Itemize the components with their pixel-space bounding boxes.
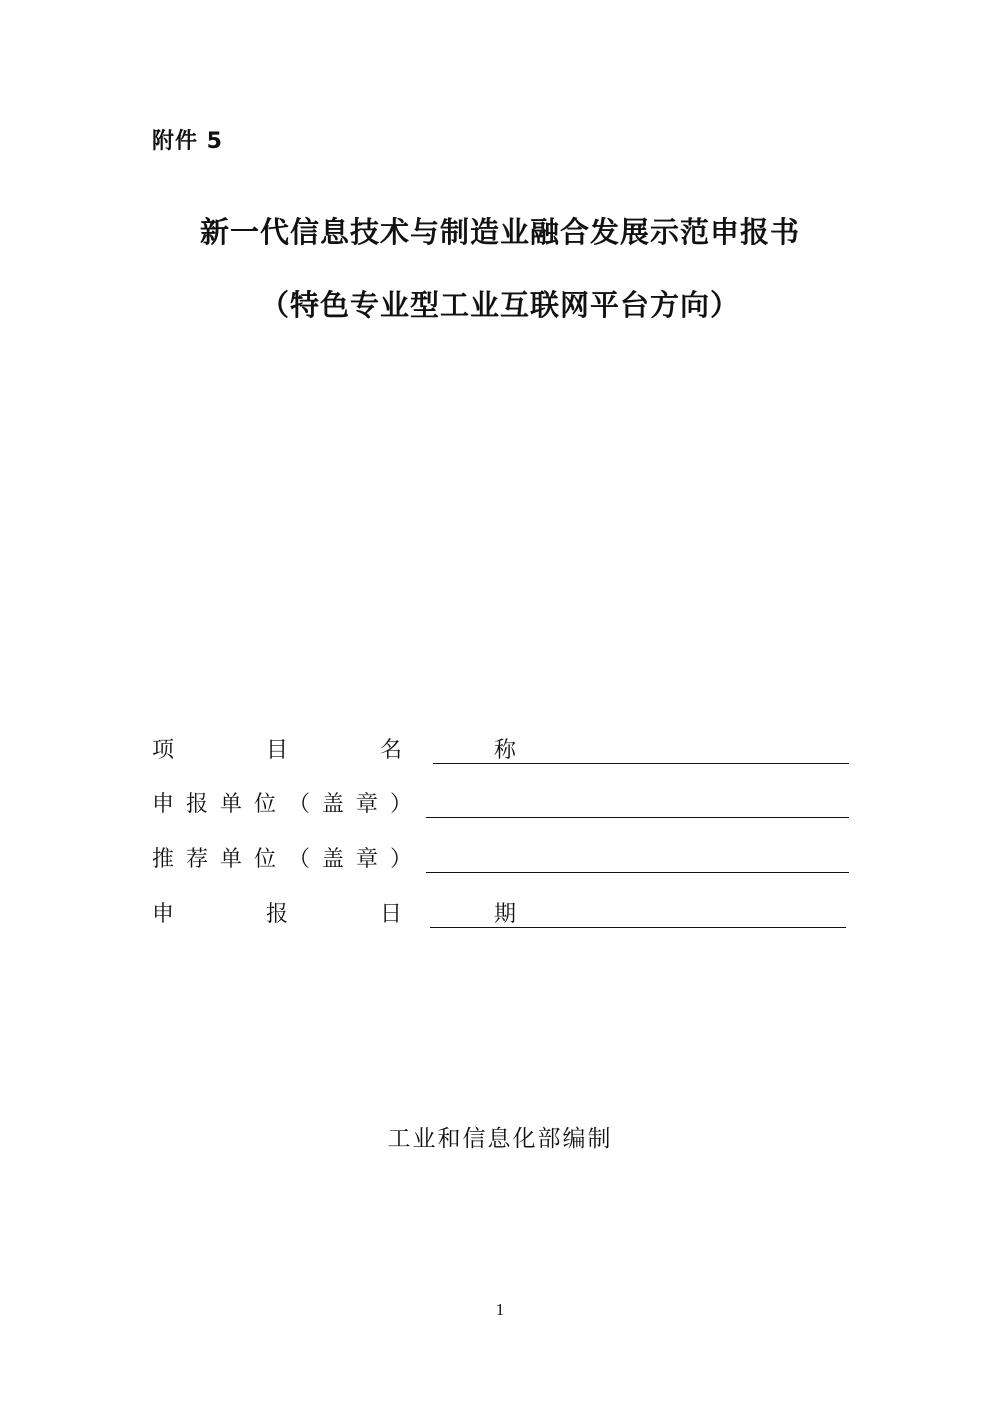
application-date-field bbox=[152, 900, 852, 940]
recommending-unit-field bbox=[152, 845, 852, 885]
applicant-unit-field bbox=[152, 790, 852, 830]
editor-label: 工业和信息化部编制 bbox=[387, 1126, 613, 1152]
application-date-line[interactable] bbox=[430, 927, 846, 928]
recommending-unit-label: 推荐单位（盖章） bbox=[152, 847, 425, 872]
document-title: 新一代信息技术与制造业融合发展示范申报书 bbox=[199, 215, 800, 249]
page-number: 1 bbox=[495, 1300, 505, 1319]
project-name-label: 项 目 名 称 bbox=[152, 738, 542, 763]
recommending-unit-line[interactable] bbox=[426, 872, 849, 873]
project-name-field bbox=[152, 736, 852, 776]
applicant-unit-label: 申报单位（盖章） bbox=[152, 792, 425, 817]
project-name-line[interactable] bbox=[433, 763, 849, 764]
application-date-label: 申 报 日 期 bbox=[152, 902, 542, 927]
applicant-unit-line[interactable] bbox=[426, 817, 849, 818]
attachment-label: 附件 5 bbox=[152, 129, 223, 154]
document-subtitle: （特色专业型工业互联网平台方向） bbox=[259, 288, 740, 322]
